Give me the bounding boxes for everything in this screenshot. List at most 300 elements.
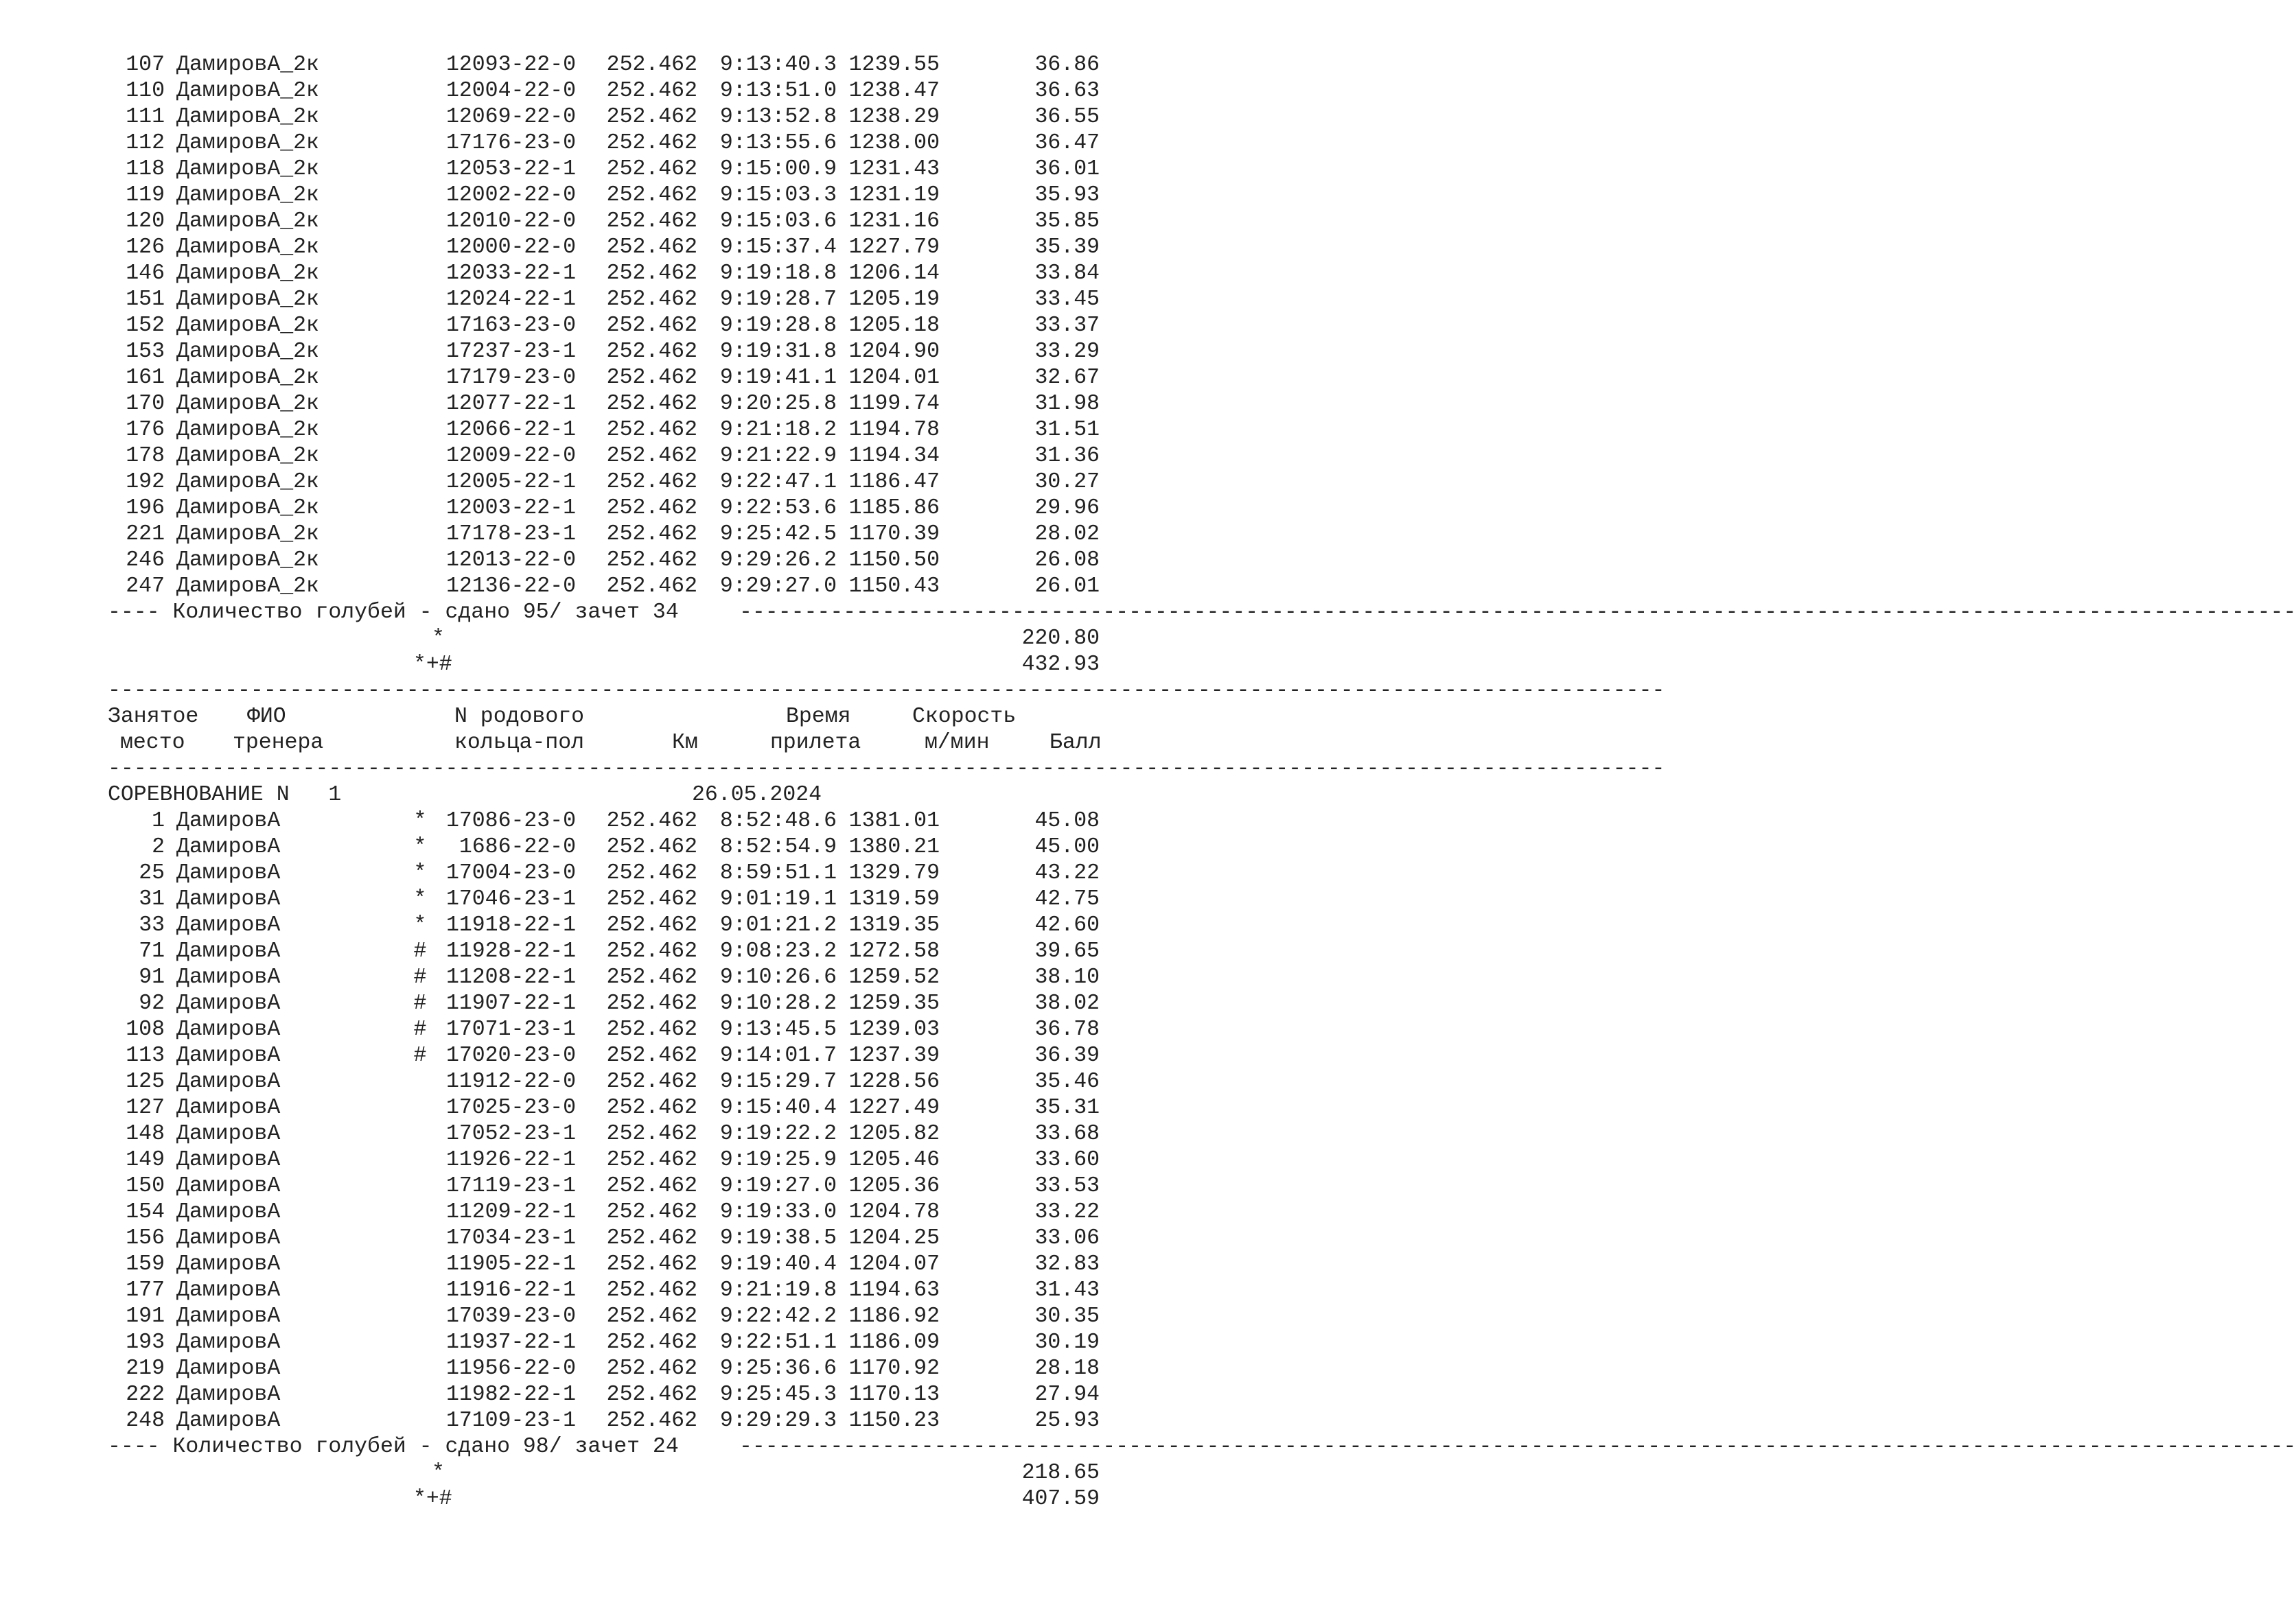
table-row [108, 1069, 1110, 1095]
row-distance: 252.462 [606, 1226, 697, 1250]
row-place: 25 [139, 861, 165, 885]
row-fancier: ДамировА_2к [176, 53, 319, 77]
row-score: 35.46 [1034, 1070, 1100, 1094]
row-distance: 252.462 [606, 861, 697, 885]
row-speed: 1170.39 [848, 522, 940, 546]
row-ring-number: 17176-23-0 [445, 131, 576, 155]
row-fancier: ДамировА_2к [176, 366, 319, 390]
row-distance: 252.462 [606, 53, 697, 77]
row-speed: 1170.92 [848, 1357, 940, 1381]
table-row [108, 1095, 1110, 1121]
row-speed: 1319.59 [848, 887, 940, 911]
row-score: 31.51 [1034, 418, 1100, 442]
row-speed: 1272.58 [848, 939, 940, 963]
row-speed: 1239.55 [848, 53, 940, 77]
table-row [108, 183, 1110, 209]
row-speed: 1237.39 [848, 1044, 940, 1068]
row-fancier: ДамировА_2к [176, 574, 319, 598]
row-ring-number: 11905-22-1 [445, 1252, 576, 1276]
table-row [108, 469, 1110, 495]
section1-summary-text: ---- Количество голубей - сдано 95/ зачет 34 [108, 600, 692, 624]
competition-title: СОРЕВНОВАНИЕ N 1 [108, 783, 342, 807]
row-score: 36.47 [1034, 131, 1100, 155]
row-ring-number: 11928-22-1 [445, 939, 576, 963]
row-score: 36.78 [1034, 1018, 1100, 1042]
row-ring-number: 12005-22-1 [445, 470, 576, 494]
table-header-line-2 [108, 730, 1110, 756]
row-place: 125 [126, 1070, 165, 1094]
row-fancier: ДамировА [176, 835, 281, 859]
row-fancier: ДамировА [176, 1096, 281, 1120]
row-mark: * [413, 861, 427, 885]
section1-star-total: * 220.80 [432, 626, 1100, 651]
row-speed: 1186.92 [848, 1304, 940, 1328]
row-fancier: ДамировА [176, 1044, 281, 1068]
row-fancier: ДамировА_2к [176, 235, 319, 259]
table-row [108, 209, 1110, 235]
row-distance: 252.462 [606, 1096, 697, 1120]
row-place: 151 [126, 288, 165, 312]
row-speed: 1150.50 [848, 548, 940, 572]
row-fancier: ДамировА [176, 1278, 281, 1302]
divider-top [108, 678, 1665, 704]
row-ring-number: 12069-22-0 [445, 105, 576, 129]
row-ring-number: 12024-22-1 [445, 288, 576, 312]
row-distance: 252.462 [606, 1278, 697, 1302]
row-place: 1 [152, 809, 165, 833]
row-place: 247 [126, 574, 165, 598]
row-distance: 252.462 [606, 79, 697, 103]
row-place: 219 [126, 1357, 165, 1381]
row-score: 33.53 [1034, 1174, 1100, 1198]
table-row [108, 287, 1110, 313]
row-score: 35.85 [1034, 209, 1100, 233]
row-ring-number: 17109-23-1 [445, 1409, 576, 1433]
row-score: 26.01 [1034, 574, 1100, 598]
row-score: 33.22 [1034, 1200, 1100, 1224]
row-place: 118 [126, 157, 165, 181]
table-row [108, 1226, 1110, 1252]
row-distance: 252.462 [606, 835, 697, 859]
row-ring-number: 17039-23-0 [445, 1304, 576, 1328]
header-place-line2: место [120, 731, 185, 755]
row-speed: 1205.19 [848, 288, 940, 312]
row-place: 246 [126, 548, 165, 572]
row-arrival-time: 9:14:01.7 [719, 1044, 837, 1068]
row-arrival-time: 9:15:03.6 [719, 209, 837, 233]
row-place: 126 [126, 235, 165, 259]
header-time-line2: прилета [770, 731, 861, 755]
row-place: 192 [126, 470, 165, 494]
row-ring-number: 12004-22-0 [445, 79, 576, 103]
row-score: 32.67 [1034, 366, 1100, 390]
table-row [108, 417, 1110, 443]
row-ring-number: 17046-23-1 [445, 887, 576, 911]
row-score: 33.68 [1034, 1122, 1100, 1146]
row-arrival-time: 9:22:53.6 [719, 496, 837, 520]
row-fancier: ДамировА [176, 1252, 281, 1276]
row-ring-number: 11208-22-1 [445, 965, 576, 989]
table-row [108, 1382, 1110, 1408]
row-score: 33.45 [1034, 288, 1100, 312]
row-speed: 1185.86 [848, 496, 940, 520]
row-arrival-time: 9:21:18.2 [719, 418, 837, 442]
header-km-line2: Км [672, 731, 698, 755]
row-arrival-time: 9:20:25.8 [719, 392, 837, 416]
row-distance: 252.462 [606, 470, 697, 494]
row-place: 177 [126, 1278, 165, 1302]
row-place: 153 [126, 340, 165, 364]
row-fancier: ДамировА [176, 1226, 281, 1250]
row-arrival-time: 9:21:19.8 [719, 1278, 837, 1302]
row-distance: 252.462 [606, 131, 697, 155]
row-ring-number: 17178-23-1 [445, 522, 576, 546]
table-row [108, 1147, 1110, 1173]
table-row [108, 939, 1110, 965]
row-fancier: ДамировА_2к [176, 79, 319, 103]
row-ring-number: 17163-23-0 [445, 314, 576, 338]
row-ring-number: 12010-22-0 [445, 209, 576, 233]
row-ring-number: 11926-22-1 [445, 1148, 576, 1172]
row-fancier: ДамировА [176, 1409, 281, 1433]
table-row [108, 261, 1110, 287]
row-score: 33.60 [1034, 1148, 1100, 1172]
row-speed: 1227.79 [848, 235, 940, 259]
row-distance: 252.462 [606, 1331, 697, 1355]
row-speed: 1259.52 [848, 965, 940, 989]
row-speed: 1231.19 [848, 183, 940, 207]
row-ring-number: 12093-22-0 [445, 53, 576, 77]
row-arrival-time: 9:19:41.1 [719, 366, 837, 390]
row-ring-number: 17020-23-0 [445, 1044, 576, 1068]
row-score: 31.36 [1034, 444, 1100, 468]
row-score: 33.84 [1034, 261, 1100, 285]
row-speed: 1194.63 [848, 1278, 940, 1302]
row-distance: 252.462 [606, 496, 697, 520]
table-row [108, 443, 1110, 469]
row-speed: 1238.47 [848, 79, 940, 103]
row-speed: 1227.49 [848, 1096, 940, 1120]
row-speed: 1150.43 [848, 574, 940, 598]
row-arrival-time: 9:21:22.9 [719, 444, 837, 468]
row-speed: 1238.29 [848, 105, 940, 129]
row-place: 193 [126, 1331, 165, 1355]
row-distance: 252.462 [606, 1174, 697, 1198]
row-arrival-time: 9:19:28.8 [719, 314, 837, 338]
row-fancier: ДамировА [176, 965, 281, 989]
row-arrival-time: 9:19:38.5 [719, 1226, 837, 1250]
competition-date: 26.05.2024 [692, 783, 822, 807]
row-ring-number: 17179-23-0 [445, 366, 576, 390]
table-row [108, 991, 1110, 1017]
row-place: 108 [126, 1018, 165, 1042]
header-ring-line1: N родового [454, 705, 585, 729]
row-distance: 252.462 [606, 887, 697, 911]
row-distance: 252.462 [606, 157, 697, 181]
row-speed: 1381.01 [848, 809, 940, 833]
row-arrival-time: 8:52:48.6 [719, 809, 837, 833]
row-place: 127 [126, 1096, 165, 1120]
table-row [108, 913, 1110, 939]
table-row [108, 834, 1110, 860]
row-ring-number: 11937-22-1 [445, 1331, 576, 1355]
row-arrival-time: 9:19:18.8 [719, 261, 837, 285]
row-ring-number: 12000-22-0 [445, 235, 576, 259]
header-ball-line2: Балл [1050, 731, 1102, 755]
row-arrival-time: 9:25:36.6 [719, 1357, 837, 1381]
section2-rows [108, 808, 1110, 1434]
row-arrival-time: 9:08:23.2 [719, 939, 837, 963]
section2-star-value: 218.65 [1021, 1461, 1100, 1485]
row-ring-number: 17071-23-1 [445, 1018, 576, 1042]
row-speed: 1205.82 [848, 1122, 940, 1146]
row-ring-number: 12077-22-1 [445, 392, 576, 416]
table-row [108, 522, 1110, 548]
row-speed: 1199.74 [848, 392, 940, 416]
row-place: 161 [126, 366, 165, 390]
row-speed: 1150.23 [848, 1409, 940, 1433]
row-distance: 252.462 [606, 209, 697, 233]
row-place: 71 [139, 939, 165, 963]
row-fancier: ДамировА_2к [176, 522, 319, 546]
row-distance: 252.462 [606, 340, 697, 364]
row-speed: 1204.01 [848, 366, 940, 390]
row-speed: 1186.47 [848, 470, 940, 494]
row-arrival-time: 9:19:40.4 [719, 1252, 837, 1276]
row-fancier: ДамировА [176, 809, 281, 833]
row-arrival-time: 9:15:03.3 [719, 183, 837, 207]
table-row [108, 104, 1110, 130]
row-distance: 252.462 [606, 314, 697, 338]
table-row [108, 1330, 1110, 1356]
row-mark: # [413, 992, 427, 1016]
row-fancier: ДамировА [176, 1122, 281, 1146]
row-distance: 252.462 [606, 992, 697, 1016]
row-score: 30.27 [1034, 470, 1100, 494]
table-row [108, 339, 1110, 365]
row-ring-number: 12033-22-1 [445, 261, 576, 285]
row-speed: 1204.25 [848, 1226, 940, 1250]
row-arrival-time: 9:29:27.0 [719, 574, 837, 598]
row-fancier: ДамировА_2к [176, 288, 319, 312]
row-speed: 1186.09 [848, 1331, 940, 1355]
row-ring-number: 17086-23-0 [445, 809, 576, 833]
row-arrival-time: 9:22:51.1 [719, 1331, 837, 1355]
row-mark: * [413, 913, 427, 937]
table-row [108, 860, 1110, 887]
header-fio-line2: тренера [233, 731, 324, 755]
row-distance: 252.462 [606, 235, 697, 259]
row-speed: 1204.90 [848, 340, 940, 364]
row-score: 25.93 [1034, 1409, 1100, 1433]
table-row [108, 130, 1110, 156]
row-speed: 1228.56 [848, 1070, 940, 1094]
row-arrival-time: 9:13:55.6 [719, 131, 837, 155]
table-header-line-1 [108, 704, 1110, 730]
row-distance: 252.462 [606, 288, 697, 312]
row-score: 32.83 [1034, 1252, 1100, 1276]
row-ring-number: 12066-22-1 [445, 418, 576, 442]
row-fancier: ДамировА_2к [176, 418, 319, 442]
row-score: 33.37 [1034, 314, 1100, 338]
row-score: 27.94 [1034, 1383, 1100, 1407]
row-arrival-time: 9:10:26.6 [719, 965, 837, 989]
row-fancier: ДамировА_2к [176, 183, 319, 207]
row-place: 154 [126, 1200, 165, 1224]
table-row [108, 1304, 1110, 1330]
row-fancier: ДамировА_2к [176, 157, 319, 181]
row-place: 150 [126, 1174, 165, 1198]
row-place: 91 [139, 965, 165, 989]
row-arrival-time: 9:13:40.3 [719, 53, 837, 77]
header-ring-line2: кольца-пол [454, 731, 585, 755]
table-row [108, 52, 1110, 78]
row-distance: 252.462 [606, 1357, 697, 1381]
header-speed-line2: м/мин [925, 731, 990, 755]
divider-top-rule: ------------------------------------------------------------------------------------------------------------------------ [108, 679, 1665, 703]
divider-bottom-rule: ------------------------------------------------------------------------------------------------------------------------ [108, 757, 1665, 781]
section1-starhash-value: 432.93 [1021, 653, 1100, 677]
row-distance: 252.462 [606, 366, 697, 390]
row-score: 35.93 [1034, 183, 1100, 207]
row-speed: 1206.14 [848, 261, 940, 285]
row-score: 30.35 [1034, 1304, 1100, 1328]
row-ring-number: 17004-23-0 [445, 861, 576, 885]
row-place: 107 [126, 53, 165, 77]
row-distance: 252.462 [606, 913, 697, 937]
table-row [108, 391, 1110, 417]
row-speed: 1205.36 [848, 1174, 940, 1198]
row-place: 159 [126, 1252, 165, 1276]
row-fancier: ДамировА [176, 1174, 281, 1198]
row-fancier: ДамировА_2к [176, 131, 319, 155]
table-row [108, 313, 1110, 339]
row-score: 45.08 [1034, 809, 1100, 833]
row-fancier: ДамировА_2к [176, 340, 319, 364]
row-ring-number: 12009-22-0 [445, 444, 576, 468]
row-fancier: ДамировА [176, 913, 281, 937]
row-place: 92 [139, 992, 165, 1016]
row-score: 29.96 [1034, 496, 1100, 520]
row-place: 112 [126, 131, 165, 155]
section1-summary-rule: ------------------------------------------------------------------------------------------------------------------------ [739, 600, 2296, 624]
table-row [108, 1278, 1110, 1304]
header-speed-line1: Скорость [912, 705, 1017, 729]
row-arrival-time: 9:10:28.2 [719, 992, 837, 1016]
row-arrival-time: 9:25:42.5 [719, 522, 837, 546]
table-row [108, 574, 1110, 600]
row-distance: 252.462 [606, 1070, 697, 1094]
row-speed: 1329.79 [848, 861, 940, 885]
row-arrival-time: 9:15:29.7 [719, 1070, 837, 1094]
row-score: 42.60 [1034, 913, 1100, 937]
table-row [108, 1173, 1110, 1199]
row-ring-number: 12003-22-1 [445, 496, 576, 520]
competition-line [108, 782, 1110, 808]
row-distance: 252.462 [606, 1200, 697, 1224]
row-place: 178 [126, 444, 165, 468]
row-arrival-time: 9:13:51.0 [719, 79, 837, 103]
results-sheet [108, 52, 2296, 1512]
row-speed: 1319.35 [848, 913, 940, 937]
row-arrival-time: 9:29:26.2 [719, 548, 837, 572]
section1-summary [108, 600, 2296, 626]
header-time-line1: Время [786, 705, 851, 729]
row-fancier: ДамировА [176, 887, 281, 911]
row-distance: 252.462 [606, 1383, 697, 1407]
header-fio-line1: ФИО [247, 705, 286, 729]
row-arrival-time: 9:15:40.4 [719, 1096, 837, 1120]
row-speed: 1239.03 [848, 1018, 940, 1042]
row-score: 33.06 [1034, 1226, 1100, 1250]
row-fancier: ДамировА [176, 1383, 281, 1407]
row-score: 38.02 [1034, 992, 1100, 1016]
row-arrival-time: 9:13:52.8 [719, 105, 837, 129]
row-mark: * [413, 835, 427, 859]
row-place: 31 [139, 887, 165, 911]
row-score: 42.75 [1034, 887, 1100, 911]
row-place: 146 [126, 261, 165, 285]
row-arrival-time: 9:13:45.5 [719, 1018, 837, 1042]
table-row [108, 156, 1110, 183]
table-row [108, 1408, 1110, 1434]
row-fancier: ДамировА_2к [176, 548, 319, 572]
section1-star-value: 220.80 [1021, 626, 1100, 651]
section1-rows [108, 52, 1110, 600]
row-score: 28.18 [1034, 1357, 1100, 1381]
row-place: 221 [126, 522, 165, 546]
row-place: 2 [152, 835, 165, 859]
row-fancier: ДамировА [176, 1148, 281, 1172]
section2-starhash-label: *+# [413, 1487, 452, 1511]
table-row [108, 887, 1110, 913]
row-ring-number: 17034-23-1 [445, 1226, 576, 1250]
table-row [108, 365, 1110, 391]
table-row [108, 965, 1110, 991]
header-place-line1: Занятое [108, 705, 199, 729]
row-mark: # [413, 939, 427, 963]
row-distance: 252.462 [606, 392, 697, 416]
row-distance: 252.462 [606, 522, 697, 546]
row-speed: 1204.78 [848, 1200, 940, 1224]
row-place: 222 [126, 1383, 165, 1407]
row-arrival-time: 9:22:42.2 [719, 1304, 837, 1328]
row-fancier: ДамировА [176, 1357, 281, 1381]
section2-star-total: * 218.65 [432, 1461, 1100, 1485]
row-speed: 1380.21 [848, 835, 940, 859]
table-row [108, 1017, 1110, 1043]
row-fancier: ДамировА [176, 939, 281, 963]
row-distance: 252.462 [606, 1044, 697, 1068]
row-fancier: ДамировА_2к [176, 209, 319, 233]
row-arrival-time: 9:19:22.2 [719, 1122, 837, 1146]
row-score: 36.01 [1034, 157, 1100, 181]
row-distance: 252.462 [606, 1148, 697, 1172]
row-place: 156 [126, 1226, 165, 1250]
row-place: 248 [126, 1409, 165, 1433]
row-place: 33 [139, 913, 165, 937]
row-speed: 1259.35 [848, 992, 940, 1016]
row-ring-number: 11916-22-1 [445, 1278, 576, 1302]
row-distance: 252.462 [606, 1122, 697, 1146]
row-place: 152 [126, 314, 165, 338]
section1-starhash-total [108, 652, 1110, 678]
row-speed: 1205.18 [848, 314, 940, 338]
row-score: 36.39 [1034, 1044, 1100, 1068]
row-ring-number: 12002-22-0 [445, 183, 576, 207]
row-score: 36.86 [1034, 53, 1100, 77]
row-fancier: ДамировА_2к [176, 470, 319, 494]
